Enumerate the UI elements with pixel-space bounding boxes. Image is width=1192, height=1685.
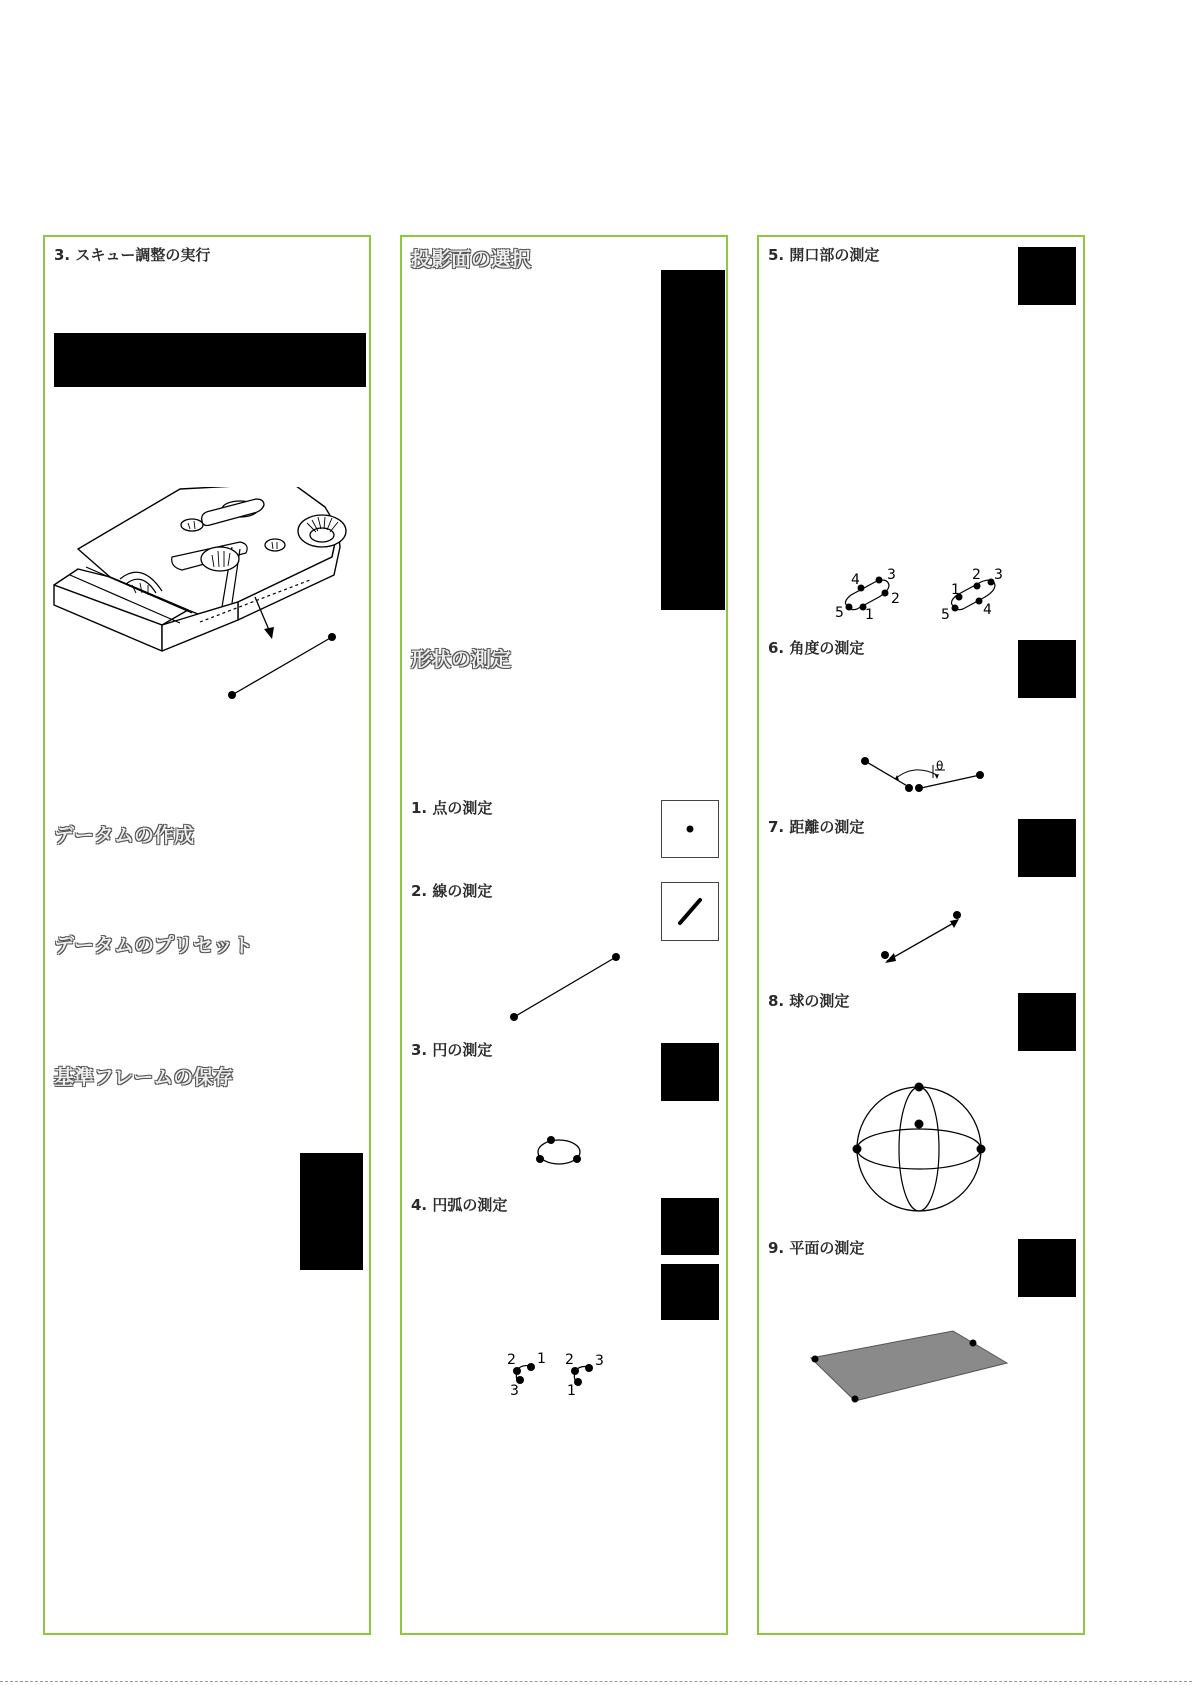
item-sphere: 8. 球の測定 <box>768 992 850 1010</box>
arc-label: 2 <box>507 1352 516 1368</box>
angle-diagram <box>859 755 999 805</box>
arc-measure-key[interactable] <box>661 1198 719 1255</box>
heading-datum-create: データムの作成 <box>54 823 194 847</box>
slot-label: 1 <box>951 582 960 598</box>
item-angle: 6. 角度の測定 <box>768 639 865 657</box>
distance-diagram <box>879 909 969 971</box>
item-plane: 9. 平面の測定 <box>768 1239 865 1257</box>
line-icon <box>662 883 718 940</box>
redacted-block <box>661 270 725 610</box>
arc-label: 2 <box>565 1352 574 1368</box>
slot-label: 5 <box>941 607 950 622</box>
sphere-measure-key[interactable] <box>1018 993 1076 1051</box>
point-icon <box>662 801 718 857</box>
arc-measure-key-2[interactable] <box>661 1264 719 1320</box>
item-slot: 5. 開口部の測定 <box>768 246 880 264</box>
heading-datum-preset: データムのプリセット <box>54 933 253 957</box>
slot-label: 2 <box>972 567 981 583</box>
slot-label: 5 <box>835 605 844 621</box>
redacted-block <box>300 1153 363 1270</box>
heading-skew: 3. スキュー調整の実行 <box>54 246 211 264</box>
circle-measure-key[interactable] <box>661 1043 719 1101</box>
slot-label: 4 <box>851 572 860 588</box>
line-diagram <box>502 949 622 1029</box>
heading-frame-save: 基準フレームの保存 <box>54 1065 234 1089</box>
page-bottom-edge <box>0 1681 1192 1682</box>
item-distance: 7. 距離の測定 <box>768 818 865 836</box>
redacted-block <box>54 333 366 387</box>
plane-measure-key[interactable] <box>1018 1239 1076 1297</box>
arc-label: 3 <box>510 1383 519 1397</box>
theta-label: θ <box>936 759 944 773</box>
arc-label: 3 <box>595 1353 604 1369</box>
circle-diagram <box>534 1132 584 1172</box>
item-circle: 3. 円の測定 <box>411 1041 493 1059</box>
heading-shape: 形状の測定 <box>411 647 511 671</box>
slot-label: 3 <box>994 567 1003 583</box>
slot-label: 4 <box>983 602 992 618</box>
slot-label: 2 <box>891 591 900 607</box>
point-measure-key[interactable] <box>661 800 719 858</box>
angle-measure-key[interactable] <box>1018 640 1076 698</box>
slot-label: 3 <box>887 567 896 583</box>
distance-measure-key[interactable] <box>1018 819 1076 877</box>
arc-diagram <box>507 1347 617 1397</box>
line-measure-key[interactable] <box>661 882 719 941</box>
sphere-diagram <box>849 1079 989 1219</box>
item-arc: 4. 円弧の測定 <box>411 1196 508 1214</box>
plane-diagram <box>805 1325 1015 1415</box>
column-projection-shapes <box>400 235 728 1635</box>
slot-measure-key[interactable] <box>1018 247 1076 305</box>
item-point: 1. 点の測定 <box>411 799 493 817</box>
workpiece-illustration <box>50 487 368 727</box>
slot-diagram <box>829 567 1009 622</box>
arc-label: 1 <box>537 1351 546 1367</box>
column-skew-datum <box>43 235 371 1635</box>
arc-label: 1 <box>567 1383 576 1397</box>
slot-label: 1 <box>865 607 874 622</box>
heading-projection: 投影面の選択 <box>411 247 531 271</box>
column-measurements <box>757 235 1085 1635</box>
item-line: 2. 線の測定 <box>411 882 493 900</box>
